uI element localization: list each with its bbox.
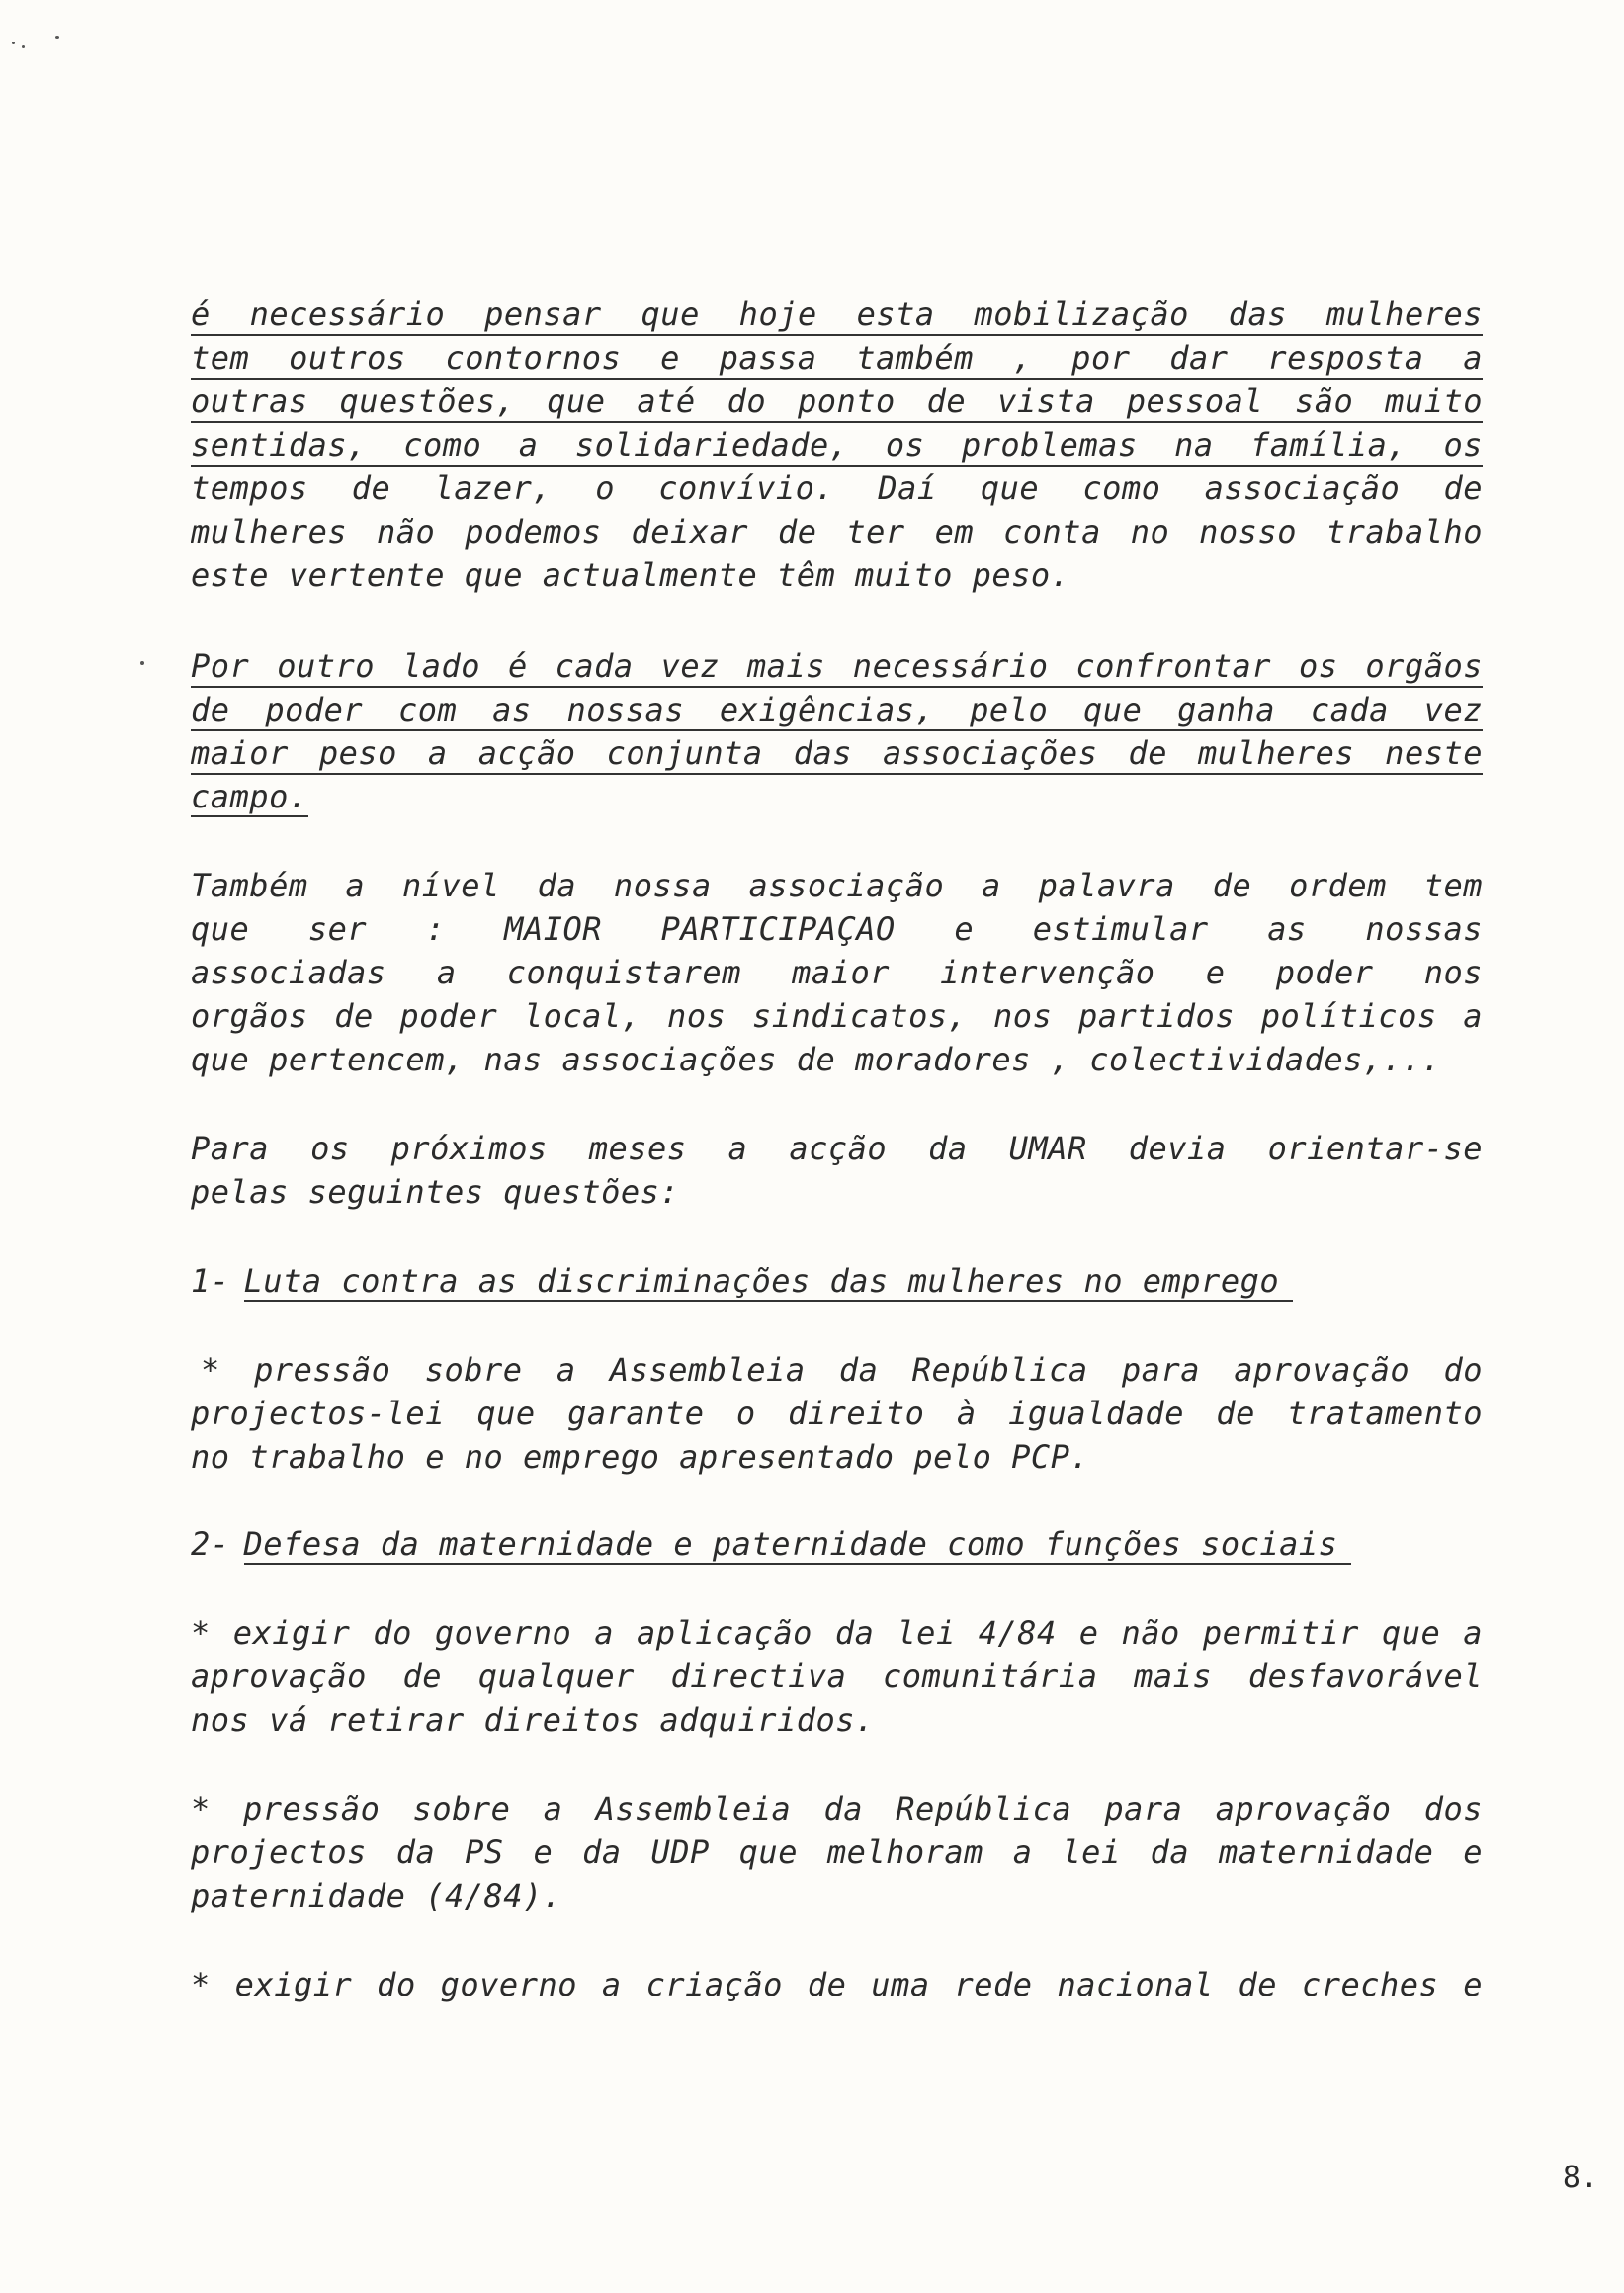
text-line: * pressão sobre a Assembleia da República para aprovação do — [201, 1351, 1483, 1389]
text-line: Para os próximos meses a acção da UMAR devia orientar-se — [191, 1130, 1483, 1167]
text-line: paternidade (4/84). — [191, 1877, 562, 1914]
scan-speck — [22, 45, 25, 48]
text-line: pelas seguintes questões: — [191, 1173, 680, 1211]
text-line: que ser : MAIOR PARTICIPAÇAO e estimular as nossas — [191, 910, 1483, 948]
text-line: projectos da PS e da UDP que melhoram a lei da maternidade e — [191, 1833, 1483, 1871]
text-line: que pertencem, nas associações de moradores , colectividades,... — [191, 1041, 1441, 1078]
scan-speck — [12, 42, 15, 44]
section-number: 2- — [191, 1525, 230, 1563]
page-number: 8. — [1562, 2161, 1598, 2195]
scan-speck — [55, 36, 59, 39]
text-line: * exigir do governo a criação de uma rede nacional de creches e — [191, 1966, 1483, 2003]
text-line: * pressão sobre a Assembleia da República para aprovação dos — [191, 1790, 1483, 1827]
section-number: 1- — [191, 1262, 230, 1300]
scan-speck — [140, 661, 144, 665]
section-title: Luta contra as discriminações das mulheres no emprego — [244, 1262, 1294, 1302]
text-line: Por outro lado é cada vez mais necessário confrontar os orgãos — [191, 644, 1483, 688]
letter-body — [191, 0, 1483, 2076]
text-line: este vertente que actualmente têm muito peso. — [191, 556, 1070, 594]
section-title: Defesa da maternidade e paternidade como funções sociais — [244, 1525, 1352, 1565]
text-line: Também a nível da nossa associação a palavra de ordem tem — [191, 867, 1483, 904]
text-line: outras questões, que até do ponto de vista pessoal são muito — [191, 380, 1483, 423]
section-heading-1 — [191, 1259, 1293, 1303]
text-line: tem outros contornos e passa também , por dar resposta a — [191, 336, 1483, 380]
text-line: projectos-lei que garante o direito à igualdade de tratamento — [191, 1395, 1483, 1432]
text-line: orgãos de poder local, nos sindicatos, nos partidos políticos a — [191, 997, 1483, 1035]
text-line: é necessário pensar que hoje esta mobilização das mulheres — [191, 293, 1483, 336]
text-line — [191, 775, 308, 818]
text-line-underlined: campo. — [191, 778, 308, 815]
text-line: no trabalho e no emprego apresentado pelo PCP. — [191, 1438, 1090, 1476]
text-line: * exigir do governo a aplicação da lei 4/84 e não permitir que a — [191, 1614, 1483, 1652]
text-line: tempos de lazer, o convívio. Daí que como associação de — [191, 469, 1483, 507]
text-line: mulheres não podemos deixar de ter em conta no nosso trabalho — [191, 513, 1483, 551]
text-line: sentidas, como a solidariedade, os problemas na família, os — [191, 423, 1483, 467]
text-line: aprovação de qualquer directiva comunitária mais desfavorável — [191, 1657, 1483, 1695]
text-line: de poder com as nossas exigências, pelo que ganha cada vez — [191, 688, 1483, 731]
text-line: nos vá retirar direitos adquiridos. — [191, 1701, 875, 1739]
text-line: associadas a conquistarem maior intervenção e poder nos — [191, 954, 1483, 991]
text-line: maior peso a acção conjunta das associações de mulheres neste — [191, 731, 1483, 775]
section-heading-2 — [191, 1522, 1351, 1566]
